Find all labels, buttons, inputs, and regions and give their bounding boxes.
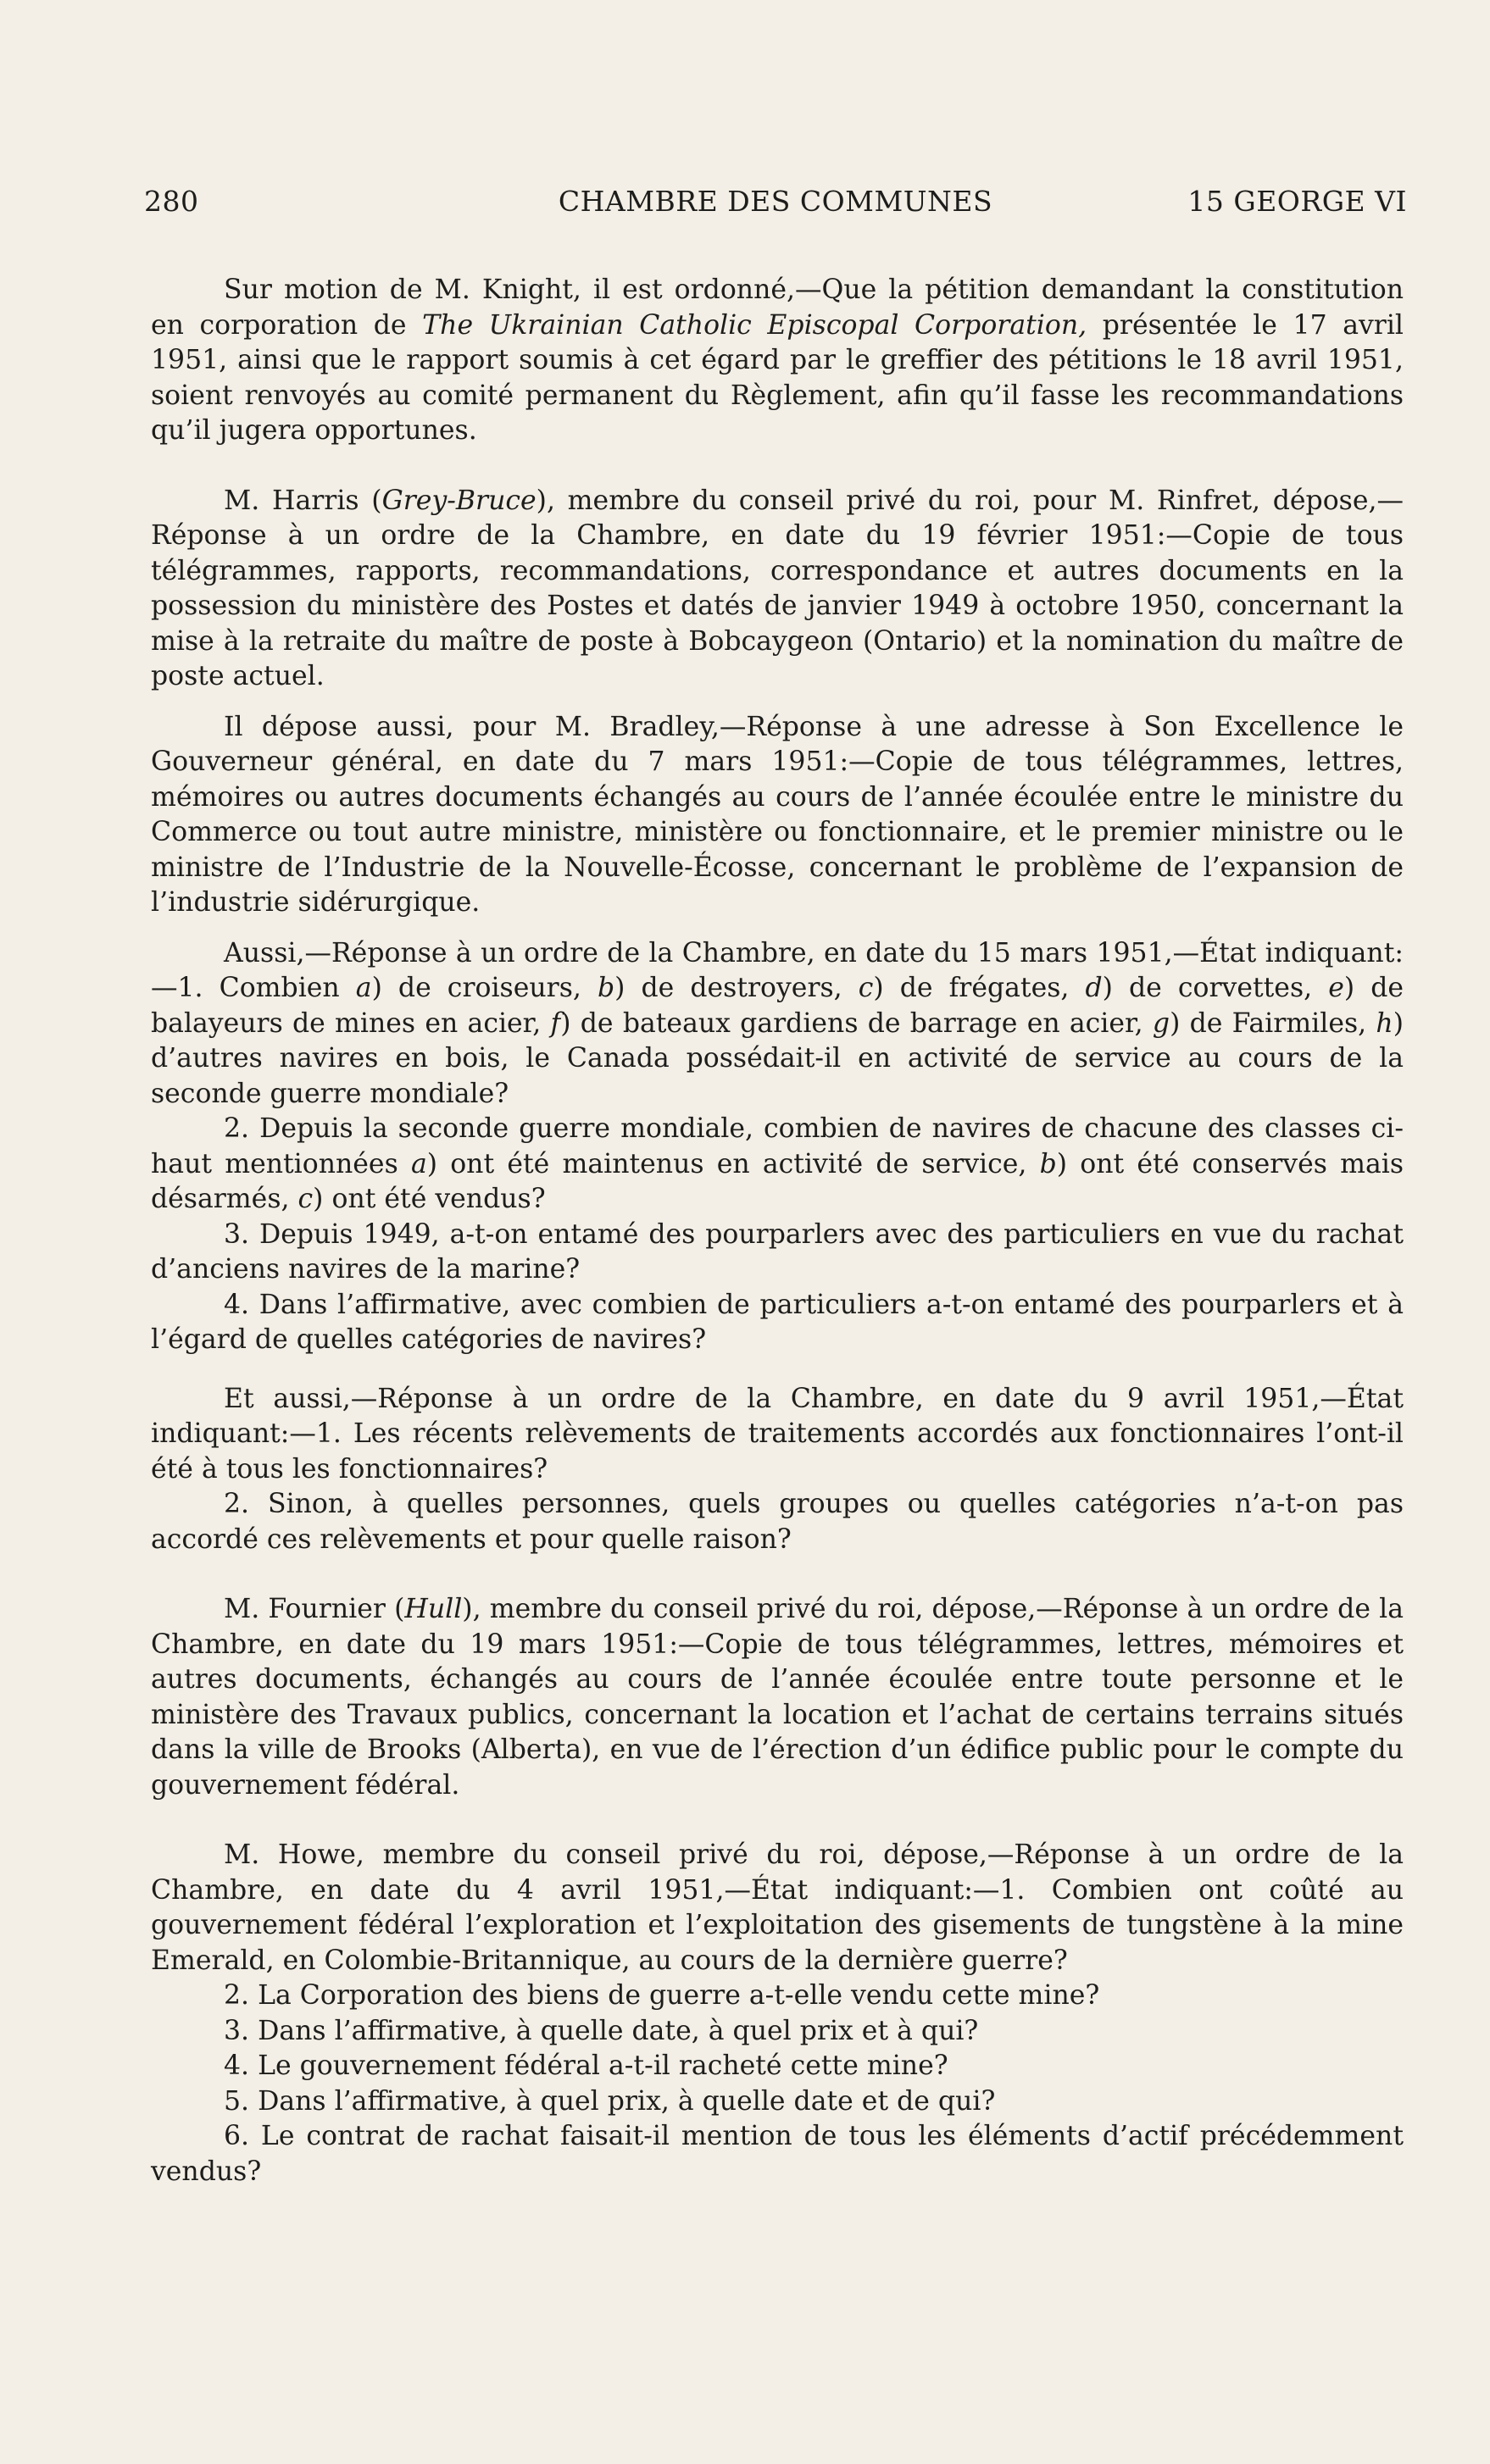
- list-letter: e: [1328, 973, 1344, 1003]
- paragraph-salary-return: Et aussi,—Réponse à un ordre de la Chambre, en date du 9 avril 1951,—État indiquant:—1. Les récents relèvements de traitements accordés aux fonctionnaires l’ont-il été à tous les fonctionnaires?: [151, 1383, 1404, 1485]
- text-run: ) ont été conservés mais désarmés,: [151, 1148, 1404, 1214]
- question-item: 5. Dans l’affirmative, à quel prix, à quelle date et de qui?: [224, 2085, 996, 2117]
- text-run: ) de bateaux gardiens de barrage en acier,: [560, 1007, 1153, 1039]
- list-letter: b: [597, 973, 615, 1003]
- regnal-year: 15 GEORGE VI: [1187, 185, 1407, 218]
- paragraph-naval-return: [151, 936, 1404, 1113]
- paragraph-bradley: Il dépose aussi, pour M. Bradley,—Réponse à une adresse à Son Excellence le Gouverneur général, en date du 7 mars 1951:—Copie de tous télégrammes, lettres, mémoires ou autres documents échangés au cours de l’année écoulée entre le ministre du Commerce ou tout autre ministre, ministère ou fonctionnaire, et le premier ministre ou le ministre de l’Industrie de la Nouvelle-Écosse, concernant le problème de l’expansion de l’industrie sidérurgique.: [151, 711, 1404, 918]
- text-run: Sur motion de M. Knight, il est ordonné,—Que la pétition demandant la constitution en corporation de: [151, 275, 1404, 341]
- riding-name: Hull: [404, 1594, 463, 1624]
- text-run: ) de Fairmiles,: [1170, 1007, 1376, 1039]
- text-run: ) d’autres navires en bois, le Canada possédait-il en activité de service au cours de la seconde guerre mondiale?: [151, 1007, 1404, 1109]
- list-letter: g: [1152, 1007, 1170, 1039]
- question-item: 4. Dans l’affirmative, avec combien de particuliers a-t-on entamé des pourparlers et à l’égard de quelles catégories de navires?: [151, 1289, 1404, 1355]
- text-run: présentée le 17 avril 1951, ainsi que le rapport soumis à cet égard par le greffier des pétitions le 18 avril 1951, soient renvoyés au comité permanent du Règlement, afin qu’il fasse les recommandations qu’il jugera opportunes.: [151, 309, 1404, 446]
- body-text: [151, 273, 1404, 2189]
- text-run: ) de destroyers,: [614, 973, 859, 1003]
- question-item: 6. Le contrat de rachat faisait-il mention de tous les éléments d’actif précédemment vendus?: [151, 2121, 1404, 2187]
- list-letter: d: [1085, 973, 1103, 1003]
- question-item: 4. Le gouvernement fédéral a-t-il racheté cette mine?: [224, 2051, 948, 2081]
- text-run: ), membre du conseil privé du roi, dépose,—Réponse à un ordre de la Chambre, en date du 19 mars 1951:—Copie de tous télégrammes, lettres, mémoires et autres documents, échangés au cours de l’année écoulée entre toute personne et le ministère des Travaux publics, concernant la location et l’achat de certains terrains situés dans la ville de Brooks (Alberta), en vue de l’érection d’un édifice public pour le compte du gouvernement fédéral.: [151, 1594, 1404, 1801]
- text-run: ) ont été maintenus en activité de service,: [426, 1148, 1040, 1179]
- question-item: 3. Depuis 1949, a-t-on entamé des pourparlers avec des particuliers en vue du rachat d’anciens navires de la marine?: [151, 1218, 1404, 1285]
- list-letter: h: [1376, 1007, 1393, 1039]
- list-letter: b: [1039, 1148, 1057, 1179]
- question-item: 2. La Corporation des biens de guerre a-t-elle vendu cette mine?: [224, 1980, 1100, 2011]
- running-header: [144, 185, 1407, 229]
- header-title: CHAMBRE DES COMMUNES: [558, 185, 993, 218]
- text-run: ) de corvettes,: [1102, 973, 1329, 1003]
- corporation-name: The Ukrainian Catholic Episcopal Corporation,: [422, 309, 1087, 341]
- text-run: 2. Depuis la seconde guerre mondiale, combien de navires de chacune des classes ci-haut mentionnées: [151, 1113, 1404, 1179]
- list-letter: a: [355, 973, 372, 1003]
- text-run: ) ont été vendus?: [313, 1184, 546, 1214]
- paragraph-knight-motion: [151, 273, 1404, 449]
- list-letter: f: [550, 1007, 561, 1039]
- list-letter: c: [297, 1184, 314, 1214]
- text-run: ) de balayeurs de mines en acier,: [151, 973, 1404, 1039]
- text-run: ), membre du conseil privé du roi, pour M. Rinfret, dépose,—Réponse à un ordre de la Chambre, en date du 19 février 1951:—Copie de tous télégrammes, rapports, recommandations, correspondance et autres documents en la possession du ministère des Postes et datés de janvier 1949 à octobre 1950, concernant la mise à la retraite du maître de poste à Bobcaygeon (Ontario) et la nomination du maître de poste actuel.: [151, 485, 1404, 691]
- text-run: ) de croiseurs,: [371, 973, 598, 1003]
- paragraph-harris: [151, 484, 1404, 695]
- question-item: [151, 1112, 1404, 1218]
- paragraph-howe: M. Howe, membre du conseil privé du roi, dépose,—Réponse à un ordre de la Chambre, en date du 4 avril 1951,—État indiquant:—1. Combien ont coûté au gouvernement fédéral l’exploration et l’exploitation des gisements de tungstène à la mine Emerald, en Colombie-Britannique, au cours de la dernière guerre?: [151, 1840, 1404, 1976]
- text-run: M. Fournier (: [224, 1594, 405, 1624]
- text-run: M. Harris (: [224, 485, 382, 516]
- paragraph-fournier: [151, 1592, 1404, 1803]
- question-item: 3. Dans l’affirmative, à quelle date, à quel prix et à qui?: [224, 2015, 979, 2046]
- text-run: Aussi,—Réponse à un ordre de la Chambre, en date du 15 mars 1951,—État indiquant:—1. Combien: [151, 937, 1404, 1003]
- list-letter: a: [410, 1148, 427, 1179]
- riding-name: Grey-Bruce: [381, 485, 537, 516]
- text-run: ) de frégates,: [873, 973, 1086, 1003]
- question-item: 2. Sinon, à quelles personnes, quels groupes ou quelles catégories n’a-t-on pas accordé ces relèvements et pour quelle raison?: [151, 1489, 1404, 1555]
- page-number: 280: [144, 185, 199, 218]
- list-letter: c: [858, 973, 874, 1003]
